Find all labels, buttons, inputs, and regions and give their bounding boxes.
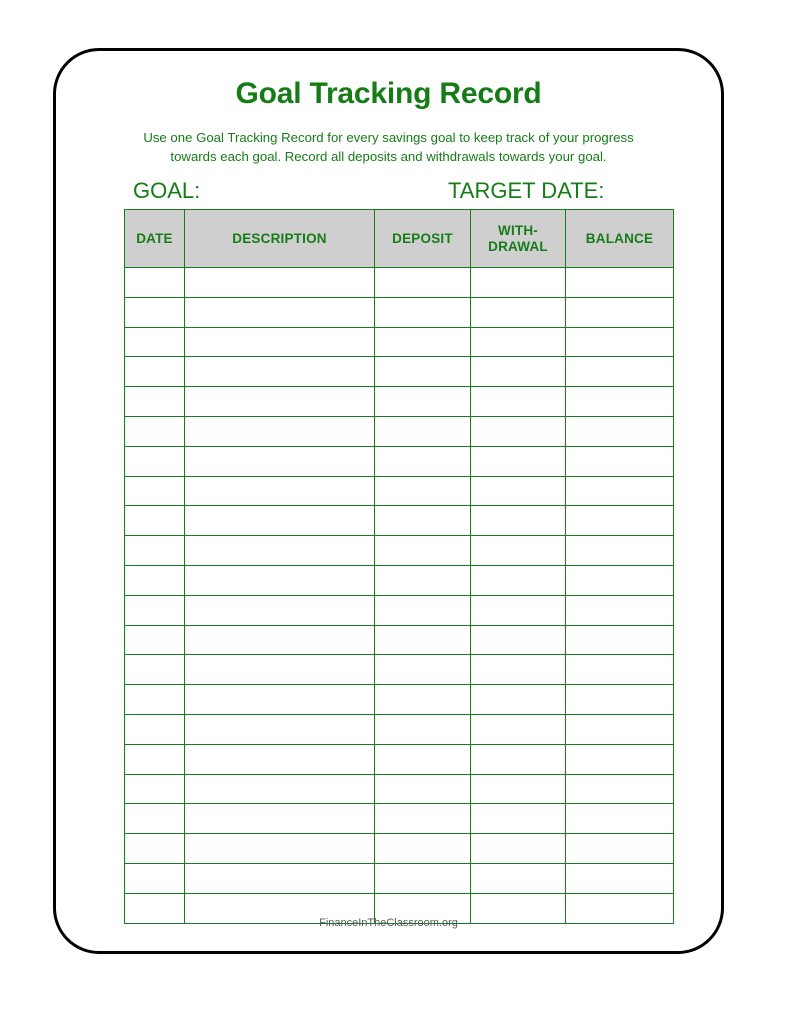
cell-withdrawal[interactable] — [471, 863, 566, 893]
column-header-withdrawal-line-2: DRAWAL — [488, 238, 548, 254]
cell-balance[interactable] — [566, 744, 674, 774]
cell-balance[interactable] — [566, 655, 674, 685]
cell-balance[interactable] — [566, 863, 674, 893]
cell-deposit[interactable] — [375, 655, 471, 685]
cell-balance[interactable] — [566, 476, 674, 506]
cell-withdrawal[interactable] — [471, 625, 566, 655]
cell-withdrawal[interactable] — [471, 506, 566, 536]
cell-description[interactable] — [185, 446, 375, 476]
cell-withdrawal[interactable] — [471, 744, 566, 774]
cell-deposit[interactable] — [375, 714, 471, 744]
table-row[interactable] — [125, 685, 674, 715]
table-row[interactable] — [125, 863, 674, 893]
cell-balance[interactable] — [566, 357, 674, 387]
cell-description[interactable] — [185, 565, 375, 595]
cell-balance[interactable] — [566, 446, 674, 476]
cell-date[interactable] — [125, 655, 185, 685]
cell-description[interactable] — [185, 714, 375, 744]
cell-date[interactable] — [125, 744, 185, 774]
table-header-row — [125, 210, 674, 268]
cell-deposit[interactable] — [375, 506, 471, 536]
cell-withdrawal[interactable] — [471, 268, 566, 298]
cell-deposit[interactable] — [375, 744, 471, 774]
column-header-withdrawal-line-1: WITH- — [498, 222, 538, 238]
cell-deposit[interactable] — [375, 685, 471, 715]
cell-date[interactable] — [125, 863, 185, 893]
cell-description[interactable] — [185, 268, 375, 298]
field-row — [56, 178, 721, 208]
cell-balance[interactable] — [566, 774, 674, 804]
cell-balance[interactable] — [566, 834, 674, 864]
table-row[interactable] — [125, 387, 674, 417]
column-header-balance: BALANCE — [566, 210, 674, 268]
column-header-description: DESCRIPTION — [185, 210, 375, 268]
cell-deposit[interactable] — [375, 595, 471, 625]
cell-balance[interactable] — [566, 595, 674, 625]
cell-date[interactable] — [125, 327, 185, 357]
cell-withdrawal[interactable] — [471, 834, 566, 864]
cell-date[interactable] — [125, 714, 185, 744]
cell-date[interactable] — [125, 565, 185, 595]
cell-balance[interactable] — [566, 268, 674, 298]
cell-deposit[interactable] — [375, 834, 471, 864]
cell-description[interactable] — [185, 357, 375, 387]
cell-deposit[interactable] — [375, 536, 471, 566]
cell-date[interactable] — [125, 595, 185, 625]
cell-description[interactable] — [185, 536, 375, 566]
column-header-deposit: DEPOSIT — [375, 210, 471, 268]
cell-date[interactable] — [125, 834, 185, 864]
cell-date[interactable] — [125, 446, 185, 476]
cell-balance[interactable] — [566, 327, 674, 357]
worksheet-frame — [53, 48, 724, 954]
cell-date[interactable] — [125, 536, 185, 566]
cell-description[interactable] — [185, 476, 375, 506]
cell-withdrawal[interactable] — [471, 714, 566, 744]
cell-withdrawal[interactable] — [471, 446, 566, 476]
cell-deposit[interactable] — [375, 863, 471, 893]
cell-date[interactable] — [125, 625, 185, 655]
cell-date[interactable] — [125, 774, 185, 804]
cell-deposit[interactable] — [375, 268, 471, 298]
cell-date[interactable] — [125, 416, 185, 446]
cell-description[interactable] — [185, 387, 375, 417]
cell-withdrawal[interactable] — [471, 327, 566, 357]
target-date-field-label: TARGET DATE: — [448, 178, 605, 203]
cell-balance[interactable] — [566, 506, 674, 536]
table-row[interactable] — [125, 327, 674, 357]
table-row[interactable] — [125, 714, 674, 744]
table-row[interactable] — [125, 565, 674, 595]
goal-field-label: GOAL: — [133, 178, 201, 203]
cell-deposit[interactable] — [375, 297, 471, 327]
cell-withdrawal[interactable] — [471, 774, 566, 804]
cell-description[interactable] — [185, 506, 375, 536]
cell-description[interactable] — [185, 655, 375, 685]
cell-withdrawal[interactable] — [471, 804, 566, 834]
cell-deposit[interactable] — [375, 774, 471, 804]
cell-date[interactable] — [125, 387, 185, 417]
page-title: Goal Tracking Record — [235, 77, 542, 110]
table-row[interactable] — [125, 476, 674, 506]
cell-balance[interactable] — [566, 536, 674, 566]
cell-balance[interactable] — [566, 387, 674, 417]
table-row[interactable] — [125, 834, 674, 864]
cell-deposit[interactable] — [375, 476, 471, 506]
cell-withdrawal[interactable] — [471, 297, 566, 327]
table-row[interactable] — [125, 536, 674, 566]
cell-withdrawal[interactable] — [471, 595, 566, 625]
cell-deposit[interactable] — [375, 327, 471, 357]
cell-withdrawal[interactable] — [471, 476, 566, 506]
table-row[interactable] — [125, 268, 674, 298]
table-row[interactable] — [125, 804, 674, 834]
footer-attribution: FinanceInTheClassroom.org — [319, 917, 458, 929]
cell-balance[interactable] — [566, 685, 674, 715]
cell-description[interactable] — [185, 595, 375, 625]
table-row[interactable] — [125, 774, 674, 804]
instructions-line-1: Use one Goal Tracking Record for every savings goal to keep track of your progress — [143, 130, 634, 145]
cell-deposit[interactable] — [375, 357, 471, 387]
cell-balance[interactable] — [566, 297, 674, 327]
cell-description[interactable] — [185, 774, 375, 804]
table-row[interactable] — [125, 744, 674, 774]
table-row[interactable] — [125, 416, 674, 446]
column-header-withdrawal — [471, 210, 566, 268]
table-row[interactable] — [125, 446, 674, 476]
cell-date[interactable] — [125, 268, 185, 298]
cell-withdrawal[interactable] — [471, 536, 566, 566]
cell-balance[interactable] — [566, 804, 674, 834]
table-row[interactable] — [125, 297, 674, 327]
table-row[interactable] — [125, 655, 674, 685]
cell-description[interactable] — [185, 327, 375, 357]
table-header — [125, 210, 674, 268]
cell-balance[interactable] — [566, 416, 674, 446]
cell-date[interactable] — [125, 506, 185, 536]
cell-deposit[interactable] — [375, 446, 471, 476]
cell-balance[interactable] — [566, 565, 674, 595]
cell-date[interactable] — [125, 476, 185, 506]
instructions-line-2: towards each goal. Record all deposits and withdrawals towards your goal. — [170, 149, 607, 164]
column-header-date: DATE — [125, 210, 185, 268]
cell-date[interactable] — [125, 804, 185, 834]
table-row[interactable] — [125, 595, 674, 625]
cell-date[interactable] — [125, 297, 185, 327]
cell-date[interactable] — [125, 357, 185, 387]
cell-withdrawal[interactable] — [471, 387, 566, 417]
cell-description[interactable] — [185, 834, 375, 864]
table-body — [125, 268, 674, 924]
cell-withdrawal[interactable] — [471, 357, 566, 387]
cell-balance[interactable] — [566, 714, 674, 744]
cell-date[interactable] — [125, 685, 185, 715]
cell-description[interactable] — [185, 297, 375, 327]
cell-deposit[interactable] — [375, 416, 471, 446]
goal-tracking-table — [124, 209, 674, 924]
table-row[interactable] — [125, 625, 674, 655]
cell-withdrawal[interactable] — [471, 565, 566, 595]
cell-description[interactable] — [185, 804, 375, 834]
cell-description[interactable] — [185, 416, 375, 446]
cell-deposit[interactable] — [375, 625, 471, 655]
cell-description[interactable] — [185, 744, 375, 774]
cell-deposit[interactable] — [375, 565, 471, 595]
cell-withdrawal[interactable] — [471, 416, 566, 446]
cell-deposit[interactable] — [375, 804, 471, 834]
table-row[interactable] — [125, 506, 674, 536]
cell-description[interactable] — [185, 625, 375, 655]
table-row[interactable] — [125, 357, 674, 387]
cell-deposit[interactable] — [375, 387, 471, 417]
cell-balance[interactable] — [566, 625, 674, 655]
instructions-text — [109, 128, 669, 166]
cell-description[interactable] — [185, 685, 375, 715]
cell-withdrawal[interactable] — [471, 655, 566, 685]
cell-description[interactable] — [185, 863, 375, 893]
cell-withdrawal[interactable] — [471, 685, 566, 715]
